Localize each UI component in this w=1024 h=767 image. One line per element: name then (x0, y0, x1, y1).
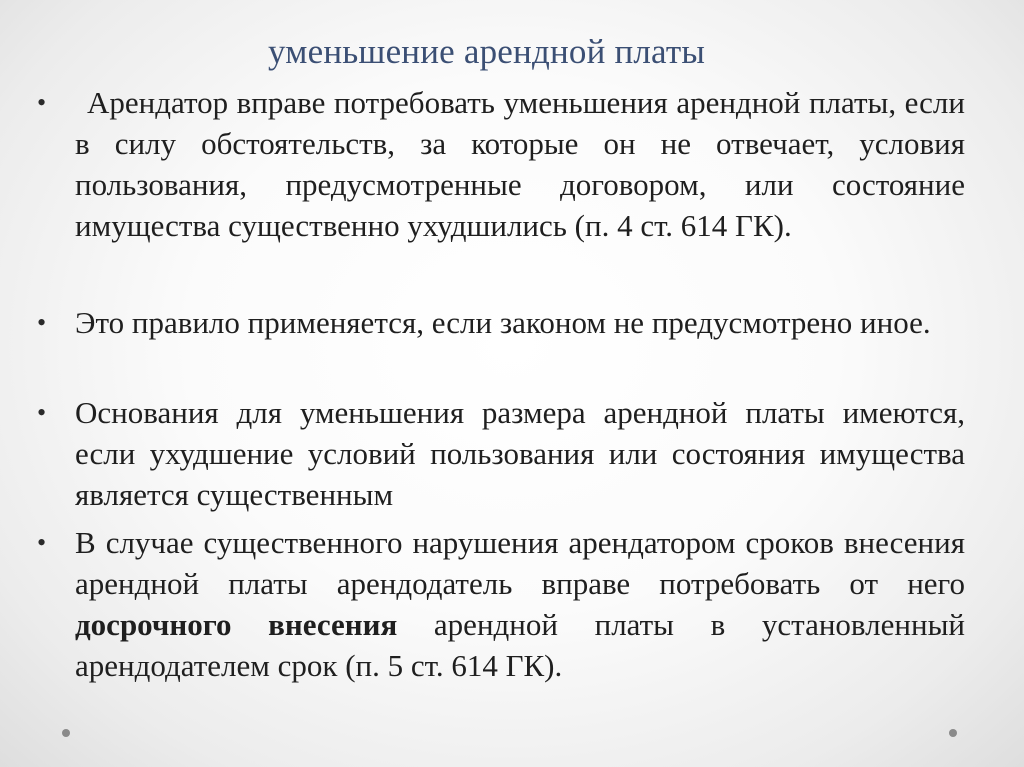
bullet-marker-icon: • (37, 528, 47, 557)
bullet-item-3 (37, 392, 965, 515)
bullet-text-4-end: арендной платы в установленный арендодателем срок (п. 5 ст. 614 ГК). (75, 607, 965, 683)
bullet-text-4-start: В случае существенного нарушения арендатором сроков внесения арендной платы арендодатель вправе потребовать от него (75, 525, 965, 601)
bullet-marker-icon: • (37, 398, 47, 427)
bullet-text-1: Арендатор вправе потребовать уменьшения арендной платы, если в силу обстоятельств, за которые он не отвечает, условия пользования, предусмотренные договором, или состояние имущества существенно ухудшились (п. 4 ст. 614 ГК). (75, 85, 965, 243)
bullet-marker-icon: • (37, 308, 47, 337)
bullet-item-2 (37, 302, 965, 343)
bullet-item-1 (37, 82, 965, 246)
bullet-text-2: Это правило применяется, если законом не предусмотрено иное. (75, 305, 931, 340)
bullet-text-3: Основания для уменьшения размера арендной платы имеются, если ухудшение условий пользования или состояния имущества является существенным (75, 395, 965, 512)
slide-title: уменьшение арендной платы (268, 32, 706, 71)
decorative-dot-right-icon (949, 729, 957, 737)
bullet-item-4 (37, 522, 965, 686)
decorative-dot-left-icon (62, 729, 70, 737)
bullet-text-4-bold: досрочного внесения (75, 607, 398, 642)
bullet-marker-icon: • (37, 88, 47, 117)
